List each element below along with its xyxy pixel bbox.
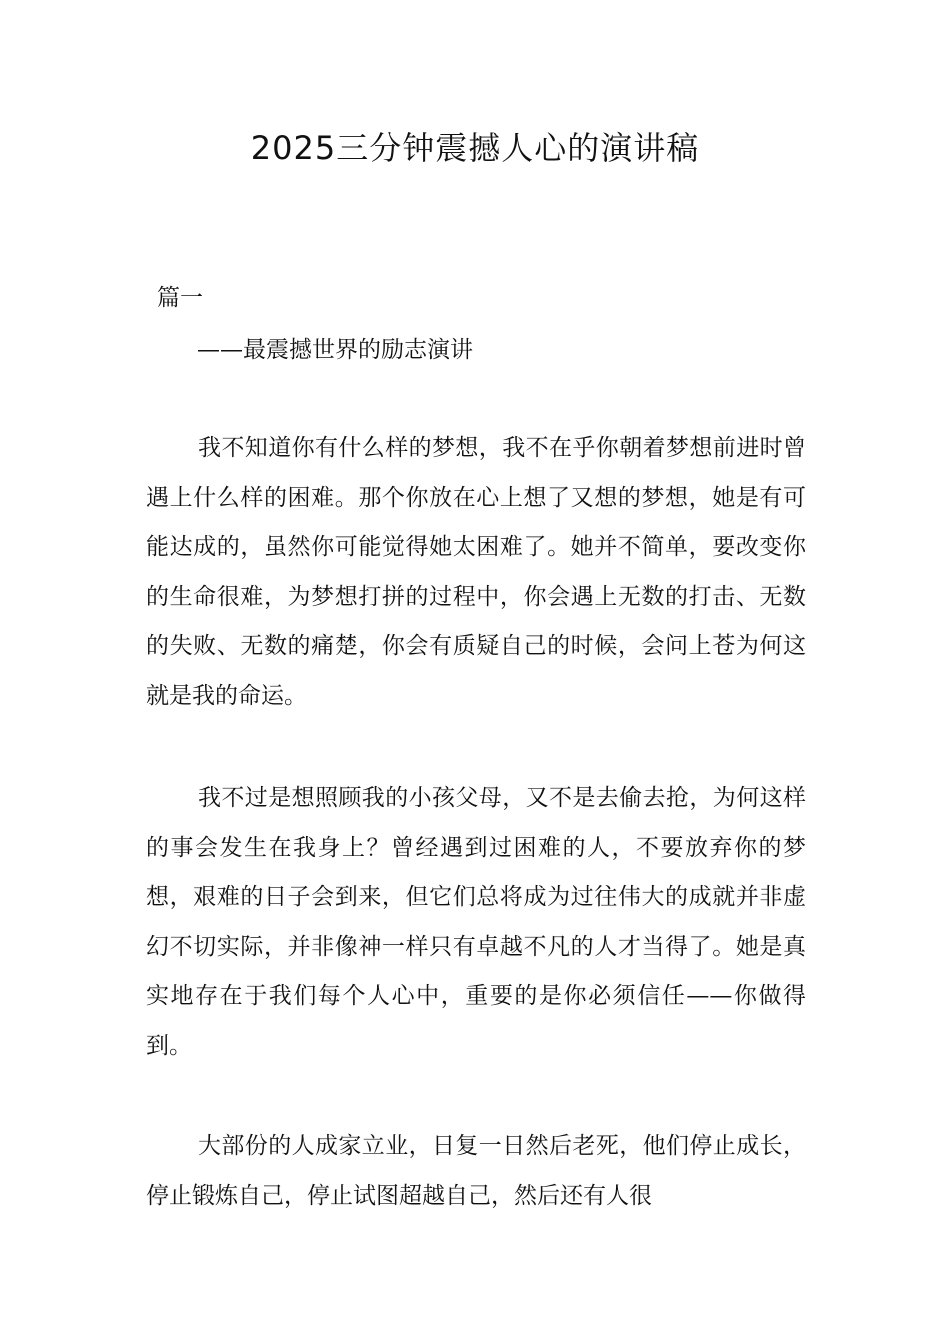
paragraph-1: 我不知道你有什么样的梦想，我不在乎你朝着梦想前进时曾遇上什么样的困难。那个你放在心上想了又想的梦想，她是有可能达成的，虽然你可能觉得她太困难了。她并不简单，要改变你的生命很难，为梦想打拼的过程中，你会遇上无数的打击、无数的失败、无数的痛楚，你会有质疑自己的时候，会问上苍为何这就是我的命运。 xyxy=(146,435,806,709)
document-title: 2025三分钟震撼人心的演讲稿 xyxy=(250,129,700,167)
section-label: 篇一 xyxy=(157,285,203,311)
section-subtitle: ——最震撼世界的励志演讲 xyxy=(197,337,473,363)
paragraph-3: 大部份的人成家立业，日复一日然后老死，他们停止成长，停止锻炼自己，停止试图超越自己，然后还有人很 xyxy=(146,1133,806,1209)
paragraph-2: 我不过是想照顾我的小孩父母，又不是去偷去抢，为何这样的事会发生在我身上？曾经遇到过困难的人，不要放弃你的梦想，艰难的日子会到来，但它们总将成为过往伟大的成就并非虚幻不切实际，并非像神一样只有卓越不凡的人才当得了。她是真实地存在于我们每个人心中，重要的是你必须信任——你做得到。 xyxy=(146,785,806,1059)
